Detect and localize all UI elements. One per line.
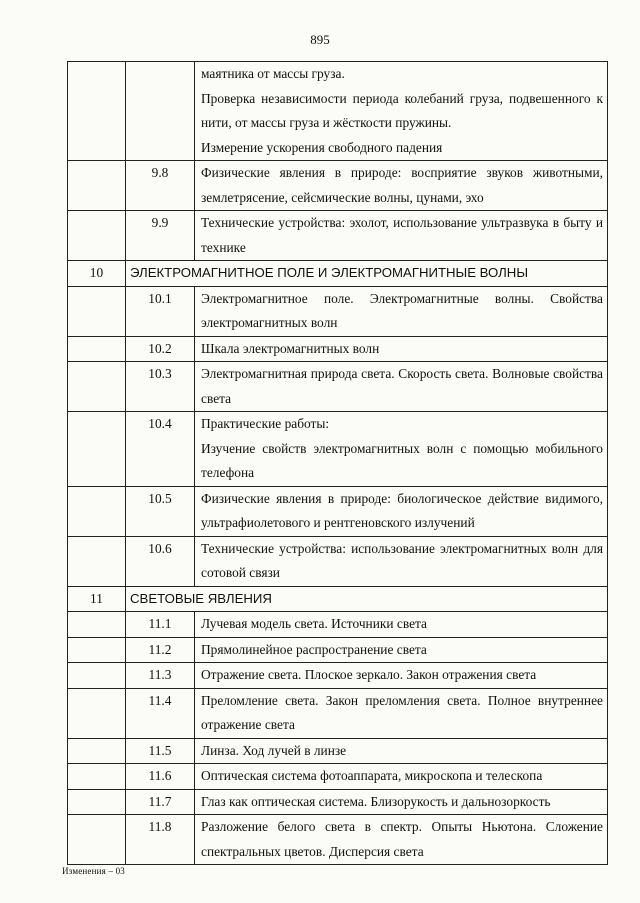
row-number: 10.2 <box>126 336 195 362</box>
section-title: СВЕТОВЫЕ ЯВЛЕНИЯ <box>126 586 608 612</box>
table-row <box>68 764 608 790</box>
curriculum-table <box>67 61 608 865</box>
row-number: 11.7 <box>126 789 195 815</box>
row-text: Преломление света. Закон преломления света. Полное внутреннее отражение света <box>195 688 608 738</box>
row-text: Лучевая модель света. Источники света <box>195 612 608 638</box>
row-text: Оптическая система фотоаппарата, микроскопа и телескопа <box>195 764 608 790</box>
row-text: Прямолинейное распространение света <box>195 637 608 663</box>
row-text: Технические устройства: использование электромагнитных волн для сотовой связи <box>195 536 608 586</box>
row-text: Технические устройства: эхолот, использование ультразвука в быту и технике <box>195 211 608 261</box>
row-number: 11.6 <box>126 764 195 790</box>
row-text: Линза. Ход лучей в линзе <box>195 738 608 764</box>
row-number: 11.1 <box>126 612 195 638</box>
row-number: 11.3 <box>126 663 195 689</box>
table-row <box>68 62 608 161</box>
table-row <box>68 738 608 764</box>
section-title: ЭЛЕКТРОМАГНИТНОЕ ПОЛЕ И ЭЛЕКТРОМАГНИТНЫЕ ВОЛНЫ <box>126 261 608 287</box>
row-number: 11.2 <box>126 637 195 663</box>
row-text: Электромагнитная природа света. Скорость света. Волновые свойства света <box>195 362 608 412</box>
table-row <box>68 362 608 412</box>
page-number: 895 <box>310 32 330 47</box>
table-row <box>68 336 608 362</box>
row-number: 10.5 <box>126 486 195 536</box>
table-row <box>68 815 608 865</box>
table-row <box>68 789 608 815</box>
row-number: 11.4 <box>126 688 195 738</box>
table-row <box>68 161 608 211</box>
row-number: 9.9 <box>126 211 195 261</box>
table-row <box>68 536 608 586</box>
row-text-line: Практические работы: <box>201 416 330 431</box>
table-row <box>68 412 608 487</box>
row-number: 10.1 <box>126 286 195 336</box>
table-row <box>68 663 608 689</box>
table-row <box>68 612 608 638</box>
row-number: 11.5 <box>126 738 195 764</box>
row-text: Разложение белого света в спектр. Опыты Ньютона. Сложение спектральных цветов. Дисперсия света <box>195 815 608 865</box>
row-number: 10.3 <box>126 362 195 412</box>
row-text-line: Проверка независимости периода колебаний груза, подвешенного к нити, от массы груза и жёсткости пружины. <box>201 90 603 130</box>
table-row <box>68 286 608 336</box>
section-heading-row <box>68 261 608 287</box>
row-text <box>195 62 608 161</box>
row-text: Шкала электромагнитных волн <box>195 336 608 362</box>
row-text: Отражение света. Плоское зеркало. Закон отражения света <box>195 663 608 689</box>
table-row <box>68 688 608 738</box>
table-row <box>68 486 608 536</box>
row-text: Физические явления в природе: восприятие звуков животными, землетрясение, сейсмические волны, цунами, эхо <box>195 161 608 211</box>
row-number: 10.4 <box>126 412 195 487</box>
section-number: 11 <box>68 586 126 612</box>
row-number: 9.8 <box>126 161 195 211</box>
row-text-line: Изучение свойств электромагнитных волн с помощью мобильного телефона <box>201 440 603 480</box>
row-text: Глаз как оптическая система. Близорукость и дальнозоркость <box>195 789 608 815</box>
row-text-line: Измерение ускорения свободного падения <box>201 139 443 155</box>
row-text: Электромагнитное поле. Электромагнитные волны. Свойства электромагнитных волн <box>195 286 608 336</box>
row-number: 10.6 <box>126 536 195 586</box>
section-number: 10 <box>68 261 126 287</box>
row-text <box>195 412 608 487</box>
section-heading-row <box>68 586 608 612</box>
row-number: 11.8 <box>126 815 195 865</box>
footer-revision-note: Изменения – 03 <box>62 866 126 876</box>
row-text-line: маятника от массы груза. <box>201 66 345 81</box>
table-row <box>68 637 608 663</box>
row-text: Физические явления в природе: биологическое действие видимого, ультрафиолетового и рентгеновского излучений <box>195 486 608 536</box>
table-row <box>68 211 608 261</box>
